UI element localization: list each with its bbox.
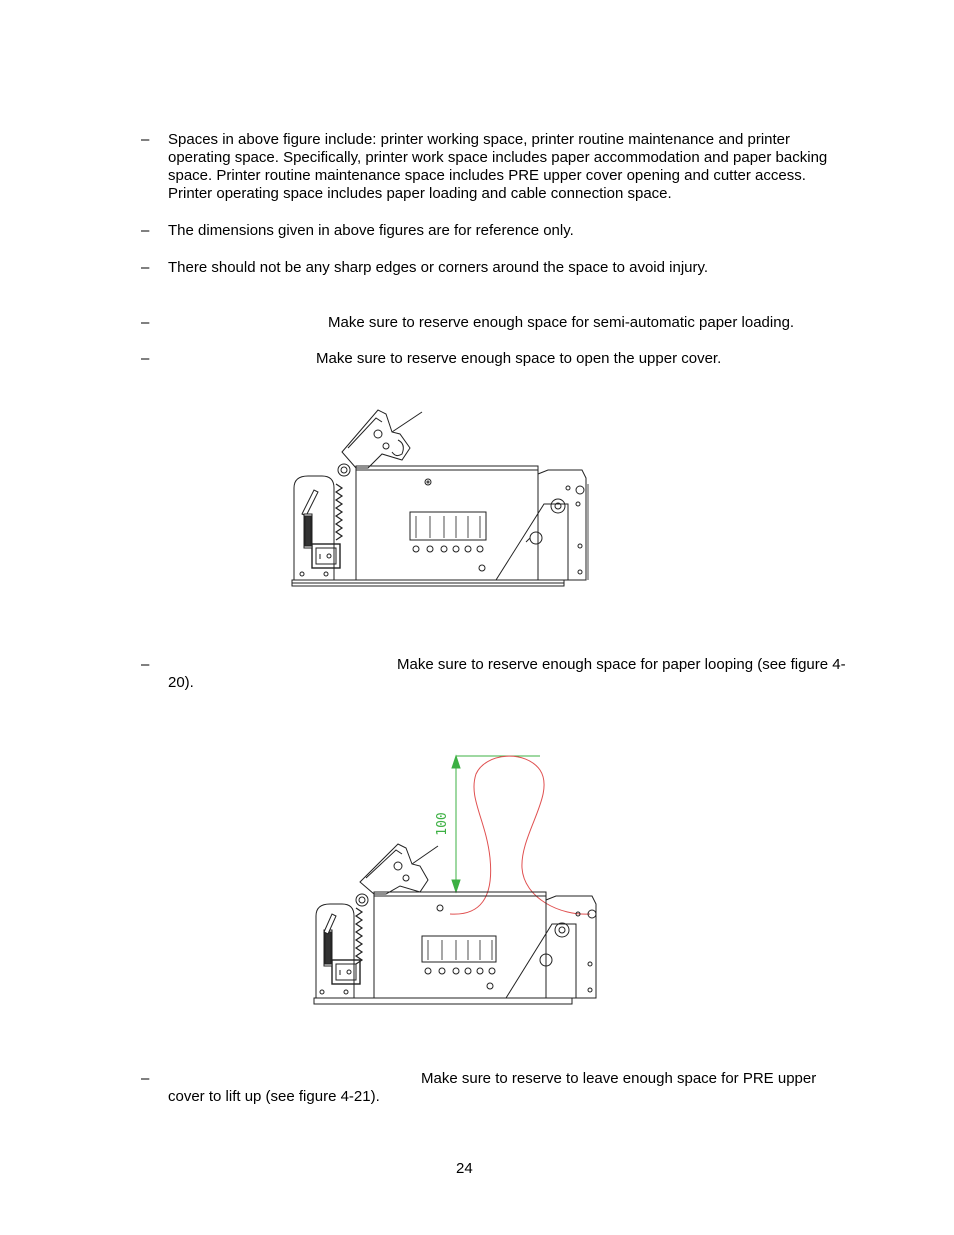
paragraph-paper-looping: Make sure to reserve enough space for paper looping (see figure 4-20). [168, 656, 846, 691]
paper-loop [450, 756, 590, 914]
printer-side-view-figure [282, 404, 612, 594]
paragraph-upper-cover: Make sure to reserve enough space to open the upper cover. [316, 350, 722, 367]
dimension-arrow [452, 756, 540, 892]
paragraph-spaces: Spaces in above figure include: printer working space, printer routine maintenance and printer operating space. Specifically, printer work space includes paper accommodation and paper backing space. Printer routine maintenance space includes PRE upper cover opening and cutter access. Printer operating space includes paper loading and cable connection space. [168, 131, 828, 202]
dimension-label: 100 [435, 812, 450, 836]
paragraph-paper-loading: Make sure to reserve enough space for semi-automatic paper loading. [328, 314, 795, 331]
page-number: 24 [456, 1160, 473, 1177]
bullet-marker: – [141, 259, 150, 276]
bullet-marker: – [141, 656, 150, 673]
bullet-marker: – [141, 1070, 150, 1087]
bullet-marker: – [141, 222, 150, 239]
bullet-marker: – [141, 314, 150, 331]
bullet-marker: – [141, 350, 150, 367]
paragraph-dimensions: The dimensions given in above figures are for reference only. [168, 222, 574, 239]
bullet-marker: – [141, 131, 150, 148]
paragraph-pre-cover-lift: Make sure to reserve to leave enough space for PRE upper cover to lift up (see figure 4-21). [168, 1070, 817, 1105]
paragraph-sharp-edges: There should not be any sharp edges or corners around the space to avoid injury. [168, 259, 709, 276]
printer-paper-loop-figure [300, 748, 620, 1010]
